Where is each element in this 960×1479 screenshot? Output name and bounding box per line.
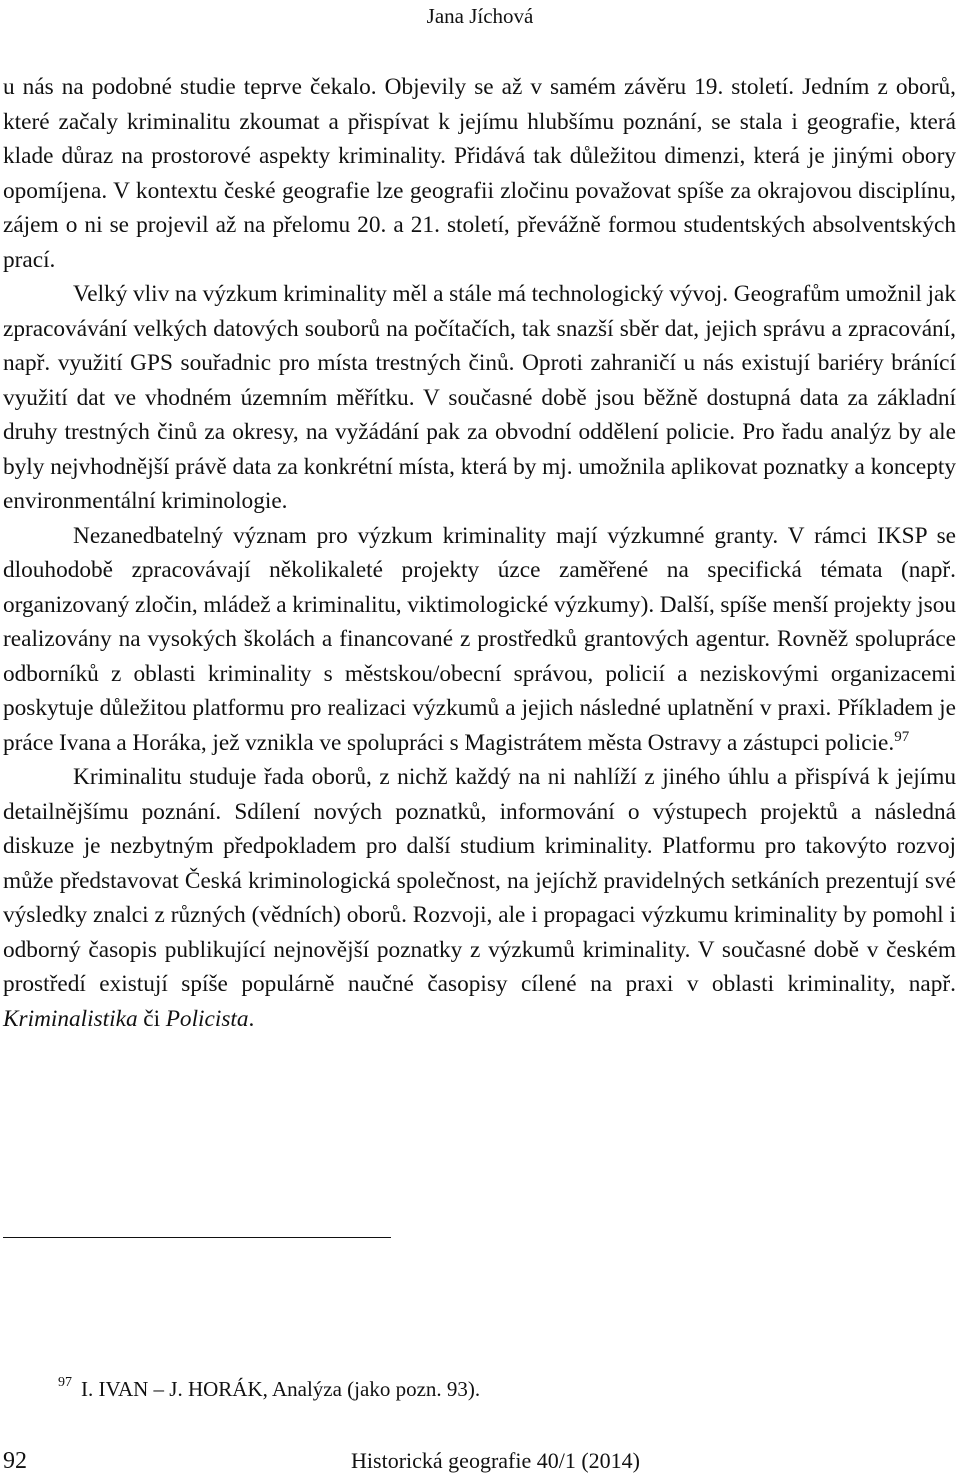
journal-title-kriminalistika: Kriminalistika — [3, 1005, 138, 1032]
paragraph-4-text: Kriminalitu studuje řada oborů, z nichž každý na ni nahlíží z jiného úhlu a přispívá k jejímu detailnějšímu poznání. Sdílení nových poznatků, informování o výstupech projektů a následná diskuze je nezbytným předpokladem pro další studium kriminality. Platformu pro takovýto rozvoj může představovat Česká kriminologická společnost, na jejíchž pravidelných setkáních prezentují své výsledky znalci z různých (vědních) oborů. Rozvoji, ale i propagaci výzkumu kriminality by pomohl i odborný časopis publikující nejnovější poznatky z výzkumů kriminality. V současné době v českém prostředí existují spíše populárně naučné časopisy cílené na praxi v oblasti kriminality, např. — [3, 764, 956, 997]
footnote-reference-97[interactable]: 97 — [894, 728, 910, 745]
paragraph-3 — [3, 519, 956, 761]
footnote-97 — [58, 1375, 480, 1403]
paragraph-2: Velký vliv na výzkum kriminality měl a stále má technologický vývoj. Geografům umožnil jak zpracovávání velkých datových souborů na počítačích, tak snazší sběr dat, jejich správu a zpracování, např. využití GPS souřadnic pro místa trestných činů. Oproti zahraničí u nás existují bariéry bránící využití dat ve vhodném územním měřítku. V současné době jsou běžně dostupná data za základní druhy trestných činů za okresy, na vyžádání pak za obvodní oddělení policie. Pro řadu analýz by ale byly nejvhodnější právě data za konkrétní místa, která by mj. umožnila aplikovat poznatky a koncepty environmentální kriminologie. — [3, 281, 956, 514]
footnote-separator — [3, 1237, 391, 1238]
paragraph-3-text: Nezanedbatelný význam pro výzkum kriminality mají výzkumné granty. V rámci IKSP se dlouhodobě zpracovávají několikaleté projekty úzce zaměřené na specifická témata (např. organizovaný zločin, mládež a kriminalitu, viktimologické výzkumy). Další, spíše menší projekty jsou realizovány na vysokých školách a financované z prostředků grantových agentur. Rovněž spolupráce odborníků z oblasti kriminality s městskou/obecní správou, policií a neziskovými organizacemi poskytuje důležitou platformu pro realizaci výzkumů a jejich následné uplatnění v praxi. Příkladem je práce Ivana a Horáka, jež vznikla ve spolupráci s Magistrátem města Ostravy a zástupci policie. — [3, 522, 956, 756]
paragraph-4 — [3, 760, 956, 1036]
body-text — [3, 70, 956, 1036]
page-number: 92 — [3, 1448, 27, 1474]
footnote-text: I. IVAN – J. HORÁK, Analýza (jako pozn. 93). — [81, 1377, 481, 1401]
running-head-author: Jana Jíchová — [426, 4, 534, 28]
footnote-number: 97 — [58, 1375, 72, 1390]
paragraph-1: u nás na podobné studie teprve čekalo. Objevily se až v samém závěru 19. století. Jedním z oborů, které začaly kriminalitu zkoumat a přispívat k jejímu hlubšímu poznání, se stala i geografie, která klade důraz na prostorové aspekty kriminality. Přidává tak důležitou dimenzi, která je jinými obory opomíjena. V kontextu české geografie lze geografii zločinu považovat spíše za okrajovou disciplínu, zájem o ni se projevil až na přelomu 20. a 21. století, převážně formou studentských absolventských prací. — [3, 74, 956, 273]
paragraph-4-joiner: či — [137, 1005, 166, 1032]
paragraph-4-end: . — [248, 1005, 255, 1032]
journal-footer: Historická geografie 40/1 (2014) — [351, 1448, 640, 1473]
journal-title-policista: Policista — [165, 1005, 249, 1032]
